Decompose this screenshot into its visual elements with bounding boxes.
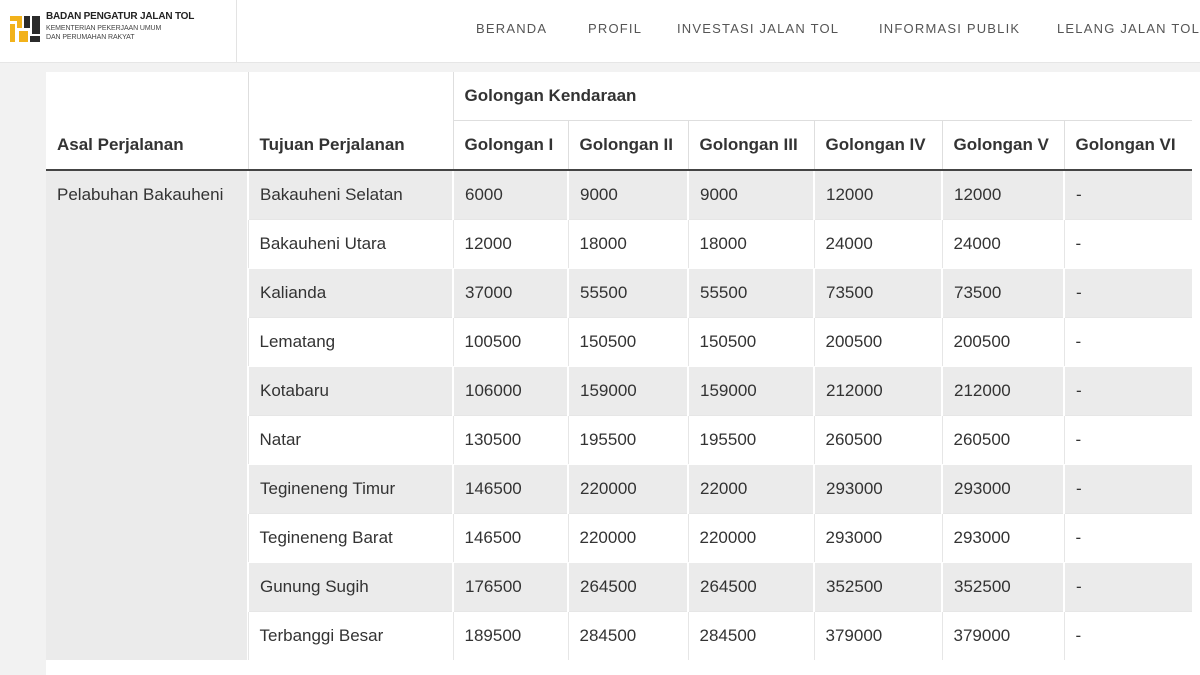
tariff-cell-class-4: 293000 <box>814 465 942 514</box>
logo-subtitle <box>46 24 161 42</box>
tariff-cell-class-6: - <box>1064 563 1192 612</box>
tariff-cell-class-3: 159000 <box>688 367 814 416</box>
tariff-cell-class-4: 24000 <box>814 220 942 269</box>
site-logo[interactable] <box>0 0 237 62</box>
tariff-cell-class-2: 159000 <box>568 367 688 416</box>
tariff-cell-class-1: 106000 <box>453 367 568 416</box>
header-class-1: Golongan I <box>453 121 568 171</box>
tariff-cell-class-5: 200500 <box>942 318 1064 367</box>
tariff-cell-class-1: 100500 <box>453 318 568 367</box>
origin-cell: Pelabuhan Bakauheni <box>46 170 248 660</box>
tariff-cell-class-1: 6000 <box>453 170 568 220</box>
destination-cell: Tegineneng Timur <box>248 465 453 514</box>
destination-cell: Bakauheni Selatan <box>248 170 453 220</box>
header-class-2: Golongan II <box>568 121 688 171</box>
tariff-cell-class-5: 212000 <box>942 367 1064 416</box>
tariff-cell-class-1: 146500 <box>453 465 568 514</box>
tariff-cell-class-2: 18000 <box>568 220 688 269</box>
tariff-cell-class-2: 150500 <box>568 318 688 367</box>
tariff-cell-class-6: - <box>1064 612 1192 661</box>
destination-cell: Kotabaru <box>248 367 453 416</box>
tariff-cell-class-4: 352500 <box>814 563 942 612</box>
tariff-cell-class-5: 379000 <box>942 612 1064 661</box>
tariff-cell-class-2: 284500 <box>568 612 688 661</box>
tariff-cell-class-6: - <box>1064 318 1192 367</box>
destination-cell: Bakauheni Utara <box>248 220 453 269</box>
ministry-logo-icon <box>8 12 42 46</box>
tariff-cell-class-4: 12000 <box>814 170 942 220</box>
nav-beranda[interactable]: BERANDA <box>476 21 548 36</box>
tariff-cell-class-2: 9000 <box>568 170 688 220</box>
logo-subtitle-line-1: KEMENTERIAN PEKERJAAN UMUM <box>46 25 162 32</box>
tariff-cell-class-6: - <box>1064 269 1192 318</box>
tariff-cell-class-2: 220000 <box>568 465 688 514</box>
header-class-5: Golongan V <box>942 121 1064 171</box>
header-vehicle-class-group: Golongan Kendaraan <box>453 72 1192 121</box>
header-class-6: Golongan VI <box>1064 121 1192 171</box>
tariff-cell-class-4: 379000 <box>814 612 942 661</box>
tariff-cell-class-3: 55500 <box>688 269 814 318</box>
tariff-cell-class-4: 200500 <box>814 318 942 367</box>
toll-tariff-table <box>46 72 1192 660</box>
tariff-cell-class-1: 146500 <box>453 514 568 563</box>
header-class-3: Golongan III <box>688 121 814 171</box>
destination-cell: Terbanggi Besar <box>248 612 453 661</box>
nav-investasi-jalan-tol[interactable]: INVESTASI JALAN TOL <box>677 21 840 36</box>
table-row <box>46 170 1192 220</box>
nav-lelang-jalan-tol[interactable]: LELANG JALAN TOL <box>1057 21 1200 36</box>
site-header <box>0 0 1200 63</box>
tariff-cell-class-6: - <box>1064 514 1192 563</box>
destination-cell: Lematang <box>248 318 453 367</box>
tariff-cell-class-5: 73500 <box>942 269 1064 318</box>
tariff-cell-class-4: 260500 <box>814 416 942 465</box>
tariff-cell-class-5: 12000 <box>942 170 1064 220</box>
tariff-cell-class-5: 352500 <box>942 563 1064 612</box>
tariff-cell-class-5: 293000 <box>942 465 1064 514</box>
tariff-cell-class-3: 220000 <box>688 514 814 563</box>
tariff-cell-class-1: 37000 <box>453 269 568 318</box>
tariff-cell-class-1: 189500 <box>453 612 568 661</box>
tariff-cell-class-3: 9000 <box>688 170 814 220</box>
tariff-cell-class-2: 195500 <box>568 416 688 465</box>
tariff-cell-class-3: 22000 <box>688 465 814 514</box>
logo-title: BADAN PENGATUR JALAN TOL <box>46 11 195 22</box>
tariff-cell-class-6: - <box>1064 416 1192 465</box>
tariff-cell-class-1: 130500 <box>453 416 568 465</box>
nav-informasi-publik[interactable]: INFORMASI PUBLIK <box>879 21 1021 36</box>
tariff-cell-class-3: 195500 <box>688 416 814 465</box>
tariff-cell-class-4: 293000 <box>814 514 942 563</box>
tariff-cell-class-6: - <box>1064 367 1192 416</box>
destination-cell: Natar <box>248 416 453 465</box>
header-origin: Asal Perjalanan <box>46 72 248 170</box>
tariff-cell-class-6: - <box>1064 220 1192 269</box>
tariff-cell-class-2: 264500 <box>568 563 688 612</box>
nav-profil[interactable]: PROFIL <box>588 21 643 36</box>
tariff-cell-class-3: 264500 <box>688 563 814 612</box>
header-class-4: Golongan IV <box>814 121 942 171</box>
tariff-cell-class-4: 212000 <box>814 367 942 416</box>
destination-cell: Tegineneng Barat <box>248 514 453 563</box>
tariff-cell-class-3: 284500 <box>688 612 814 661</box>
destination-cell: Gunung Sugih <box>248 563 453 612</box>
logo-subtitle-line-2: DAN PERUMAHAN RAKYAT <box>46 34 135 41</box>
tariff-cell-class-5: 24000 <box>942 220 1064 269</box>
tariff-table-panel <box>46 72 1200 675</box>
tariff-table-body <box>46 170 1192 660</box>
header-destination: Tujuan Perjalanan <box>248 72 453 170</box>
tariff-cell-class-2: 55500 <box>568 269 688 318</box>
tariff-cell-class-3: 18000 <box>688 220 814 269</box>
tariff-cell-class-4: 73500 <box>814 269 942 318</box>
tariff-cell-class-1: 176500 <box>453 563 568 612</box>
tariff-cell-class-6: - <box>1064 170 1192 220</box>
tariff-cell-class-1: 12000 <box>453 220 568 269</box>
tariff-cell-class-2: 220000 <box>568 514 688 563</box>
tariff-cell-class-5: 260500 <box>942 416 1064 465</box>
tariff-cell-class-3: 150500 <box>688 318 814 367</box>
destination-cell: Kalianda <box>248 269 453 318</box>
tariff-cell-class-6: - <box>1064 465 1192 514</box>
tariff-cell-class-5: 293000 <box>942 514 1064 563</box>
